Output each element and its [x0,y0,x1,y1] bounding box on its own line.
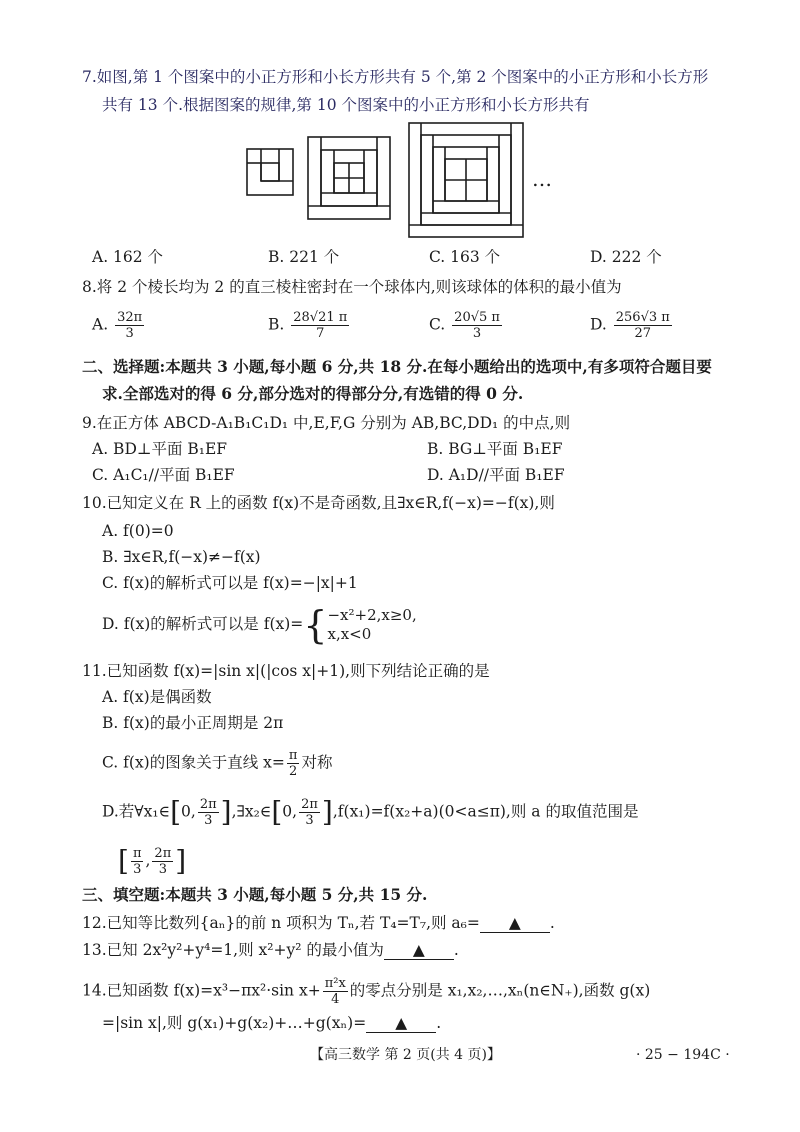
q7-pattern-figures [240,118,570,244]
q12: 12.已知等比数列{aₙ}的前 n 项积为 Tₙ,若 T₄=T₇,则 a₆= ▲ . [82,914,555,932]
q11-stem: 11.已知函数 f(x)=|sin x|(|cos x|+1),则下列结论正确的是 [82,662,490,680]
q8-option-c[interactable] [429,310,504,341]
q7-line2: 共有 13 个.根据图案的规律,第 10 个图案中的小正方形和小长方形共有 [102,96,590,114]
q7-ellipsis: … [532,167,552,191]
footer-page-info: 【高三数学 第 2 页(共 4 页)】 [310,1047,501,1063]
pattern-1 [247,149,293,195]
pattern-2 [308,137,390,219]
q10-stem: 10.已知定义在 R 上的函数 f(x)不是奇函数,且∃x∈R,f(−x)=−f(x),则 [82,494,555,512]
q11-option-b[interactable]: B. f(x)的最小正周期是 2π [102,714,284,732]
section2-line1: 二、选择题:本题共 3 小题,每小题 6 分,共 18 分.在每小题给出的选项中,有多项符合题目要 [82,357,712,376]
pattern-3 [409,123,523,237]
q10-option-a[interactable]: A. f(0)=0 [102,522,174,540]
q11-option-d[interactable]: D.若∀x₁∈[0, $\frac{2\pi}{3}$ ],∃x₂∈[0, $\frac{2\pi}{3}$ ],f(x₁)=f(x₂+a)(0<a≤π),则 a 的取值范围是 [102,795,639,829]
q10-option-c[interactable]: C. f(x)的解析式可以是 f(x)=−|x|+1 [102,574,358,592]
q7-option-c[interactable]: C. 163 个 [429,248,501,266]
q14-line1: 14.已知函数 f(x)=x³−πx²·sin x+ $\frac{\text{π²x}}{4}$ 的零点分别是 x₁,x₂,…,xₙ(n∈N₊),函数 g(x) [82,976,651,1007]
q11-option-a[interactable]: A. f(x)是偶函数 [102,688,212,706]
q11-option-c[interactable]: C. f(x)的图象关于直线 x= $\frac{\pi}{2}$ 对称 [102,748,333,779]
q8-option-a-frac: $\frac{32\pi}{3}$ [117,310,143,341]
q8-option-b[interactable] [268,310,351,341]
q11-answer-range: [ $\frac{\pi}{3}$ , $\frac{2\pi}{3}$ ] [118,844,187,878]
q7-line1: 7.如图,第 1 个图案中的小正方形和小长方形共有 5 个,第 2 个图案中的小正方形和小长方形 [82,68,709,86]
q14-frac: $\frac{\text{π²x}}{4}$ [324,976,346,1007]
q9-option-c[interactable]: C. A₁C₁//平面 B₁EF [92,466,235,484]
q8-option-d[interactable] [590,310,674,341]
q8-option-b-frac: $\frac{28√21 \pi}{7}$ [293,310,348,341]
section2-line2: 求.全部选对的得 6 分,部分选对的得部分分,有选错的得 0 分. [102,384,524,403]
q9-option-d[interactable]: D. A₁D//平面 B₁EF [427,466,565,484]
q8-option-d-label: D. [590,315,607,334]
q10-option-b[interactable]: B. ∃x∈R,f(−x)≠−f(x) [102,548,261,566]
q10-option-d[interactable] [102,603,417,647]
q8-option-b-label: B. [268,315,285,334]
q8-option-a-label: A. [92,315,109,334]
q9-stem: 9.在正方体 ABCD-A₁B₁C₁D₁ 中,E,F,G 分别为 AB,BC,DD₁ 的中点,则 [82,414,571,432]
q8-stem: 8.将 2 个棱长均为 2 的直三棱柱密封在一个球体内,则该球体的体积的最小值为 [82,278,622,296]
q7-option-d[interactable]: D. 222 个 [590,248,662,266]
q8-option-d-frac: $\frac{256√3 \pi}{27}$ [615,310,670,341]
q13: 13.已知 2x²y²+y⁴=1,则 x²+y² 的最小值为 ▲ . [82,941,459,959]
q13-answer-blank[interactable]: ▲ [384,941,454,960]
q8-option-a[interactable] [92,310,146,341]
q8-option-c-frac: $\frac{20√5 \pi}{3}$ [454,310,500,341]
q14-answer-blank[interactable]: ▲ [366,1014,436,1033]
q9-option-a[interactable]: A. BD⊥平面 B₁EF [92,440,228,458]
section3-title: 三、填空题:本题共 3 小题,每小题 5 分,共 15 分. [82,885,428,904]
footer-code: · 25 − 194C · [636,1047,730,1063]
q10-piecewise: { −x²+2,x≥0, x,x<0 [303,603,417,647]
q12-answer-blank[interactable]: ▲ [480,914,550,933]
q10-option-d-prefix: D. f(x)的解析式可以是 f(x)= [102,615,304,633]
q8-option-c-label: C. [429,315,446,334]
q7-option-a[interactable]: A. 162 个 [92,248,164,266]
q14-line2: =|sin x|,则 g(x₁)+g(x₂)+…+g(xₙ)= ▲ . [102,1014,442,1032]
q7-option-b[interactable]: B. 221 个 [268,248,340,266]
q9-option-b[interactable]: B. BG⊥平面 B₁EF [427,440,563,458]
q11-c-frac: $\frac{\pi}{2}$ [288,748,298,779]
